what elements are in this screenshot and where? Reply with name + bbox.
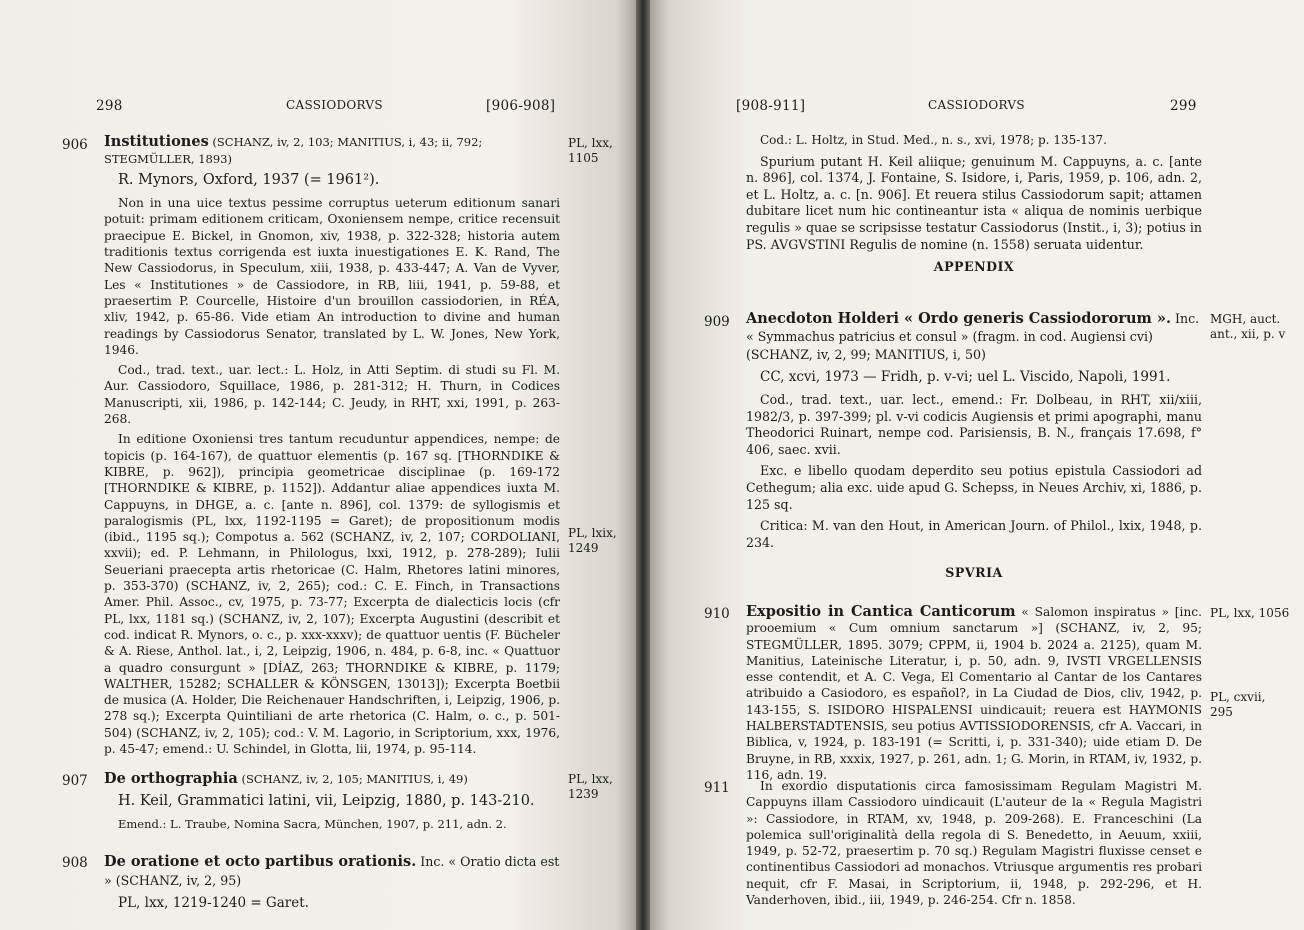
entry-number: 907 (62, 773, 88, 789)
entry-number: 910 (704, 606, 730, 622)
entry-number: 908 (62, 855, 88, 871)
entry-number: 906 (62, 137, 88, 153)
margin-reference: PL, lxix, 1249 (568, 526, 617, 555)
right-running-title: CASSIODORVS (928, 98, 1025, 112)
entry-908-continued (746, 132, 1202, 280)
entry-header: (SCHANZ, iv, 2, 105; MANITIUS, i, 49) (237, 772, 468, 786)
entry-header: Inc. « Oratio dicta est » (SCHANZ, iv, 2, 95) (104, 854, 560, 888)
edition-line: PL, lxx, 1219-1240 = Garet. (118, 895, 309, 911)
entry-header: (SCHANZ, iv, 2, 103; MANITIUS, i, 43; ii, 792; STEGMÜLLER, 1893) (104, 135, 483, 166)
entry-910 (746, 604, 1202, 783)
right-page-number: 299 (1170, 98, 1197, 114)
paragraph: Cod.: L. Holtz, in Stud. Med., n. s., xvi, 1978; p. 135-137. (760, 133, 1107, 147)
margin-reference: PL, cxvii, 295 (1210, 690, 1266, 719)
entry-906 (104, 134, 560, 757)
left-range: [906-908] (486, 98, 556, 114)
margin-reference: PL, lxx, 1056 (1210, 606, 1290, 620)
margin-reference: PL, lxx, 1105 (568, 136, 613, 165)
entry-number: 909 (704, 314, 730, 330)
paragraph: Exc. e libello quodam deperdito seu potius epistula Cassiodori ad Cethegum; alia exc. uide apud G. Schepss, in Neues Archiv, xi, 1886, p. 125 sq. (746, 463, 1202, 512)
paragraph: Non in una uice textus pessime corruptus ueterum editionum sanari potuit: primam editionem criticam, Oxoniensem nempe, critice recensuit praecipue E. Bickel, in Gnomon, xiv, 1938, p. 322-328; historia autem traditionis textus corrigenda est iuxta inuestigationes E. K. Rand, The New Cassiodorus, in Speculum, xiii, 1938, p. 433-447; A. Van de Vyver, Les « Institutiones » de Cassiodore, in RB, liii, 1941, p. 59-88, et praesertim P. Courcelle, Histoire d'un brouillon cassiodorien, in RÉA, xliv, 1942, p. 65-86. Vide etiam An introduction to divine and human readings by Cassiodorus Senator, translated by L. W. Jones, New York, 1946. (104, 196, 560, 357)
entry-908 (104, 852, 560, 918)
edition-line: CC, xcvi, 1973 — Fridh, p. v-vi; uel L. Viscido, Napoli, 1991. (760, 369, 1171, 385)
paragraph: Critica: M. van den Hout, in American Journ. of Philol., lxix, 1948, p. 234. (746, 518, 1202, 550)
right-range: [908-911] (736, 98, 806, 114)
left-page (0, 0, 636, 930)
section-heading-appendix: APPENDIX (933, 259, 1015, 275)
entry-title: Anecdoton Holderi « Ordo generis Cassiodororum ». (746, 310, 1172, 327)
paragraph: In exordio disputationis circa famosissimam Regulam Magistri M. Cappuyns illam Cassiodoro uindicauit (L'auteur de la « Regula Magistri »: Cassiodore, in RTAM, xv, 1948, p. 209-268). E. Franceschini (La polemica sull'originalità della regola di S. Benedetto, in Aeuum, xxiii, 1949, p. 52-72, praesertim p. 70 sq.) Regulam Magistri fluxisse censet e continentibus Cassiodori ad monachos. Vtriusque argumentis res probari nequit, cfr F. Masai, in Scriptorium, ii, 1948, p. 292-296, et H. Vanderhoven, ibid., iii, 1949, p. 246-254. Cfr n. 1858. (746, 779, 1202, 908)
paragraph: Cod., trad. text., uar. lect.: L. Holz, in Atti Septim. di studi su Fl. M. Aur. Cassiodoro, Squillace, 1986, p. 281-312; H. Thurn, in Codices Manuscripti, xii, 1986, p. 142-144; C. Jeudy, in RHT, xxi, 1991, p. 263-268. (104, 363, 560, 427)
entry-header: Inc. « Symmachus patricius et consul » (fragm. in cod. Augiensi cvi) (SCHANZ, iv, 2, 99; MANITIUS, i, 50) (746, 311, 1200, 362)
margin-reference: PL, lxx, 1239 (568, 772, 613, 801)
paragraph: In editione Oxoniensi tres tantum recuduntur appendices, nempe: de topicis (p. 164-167), de quattuor elementis (p. 167 sq. [THORNDIKE & KIBRE, p. 962]), principia geometricae disciplinae (p. 169-172 [THORNDIKE & KIBRE, p. 1152]). Addantur aliae appendices iuxta M. Cappuyns, in DHGE, a. c. [ante n. 896], col. 1379: de syllogismis et paralogismis (PL, lxx, 1192-1195 = Garet); de propositionum modis (ibid., 1195 sq.); Compotus a. 562 (SCHANZ, iv, 2, 107; CORDOLIANI, xxvii); ed. P. Lehmann, in Philologus, lxxi, 1912, p. 278-289); Iulii Seueriani praecepta artis rhetoricae (C. Halm, Rhetores latini minores, p. 353-370) (SCHANZ, iv, 2, 265); cod.: C. E. Finch, in Transactions Amer. Phil. Assoc., cv, 1975, p. 73-77; Excerpta de dialecticis locis (cfr PL, lxx, 1181 sq.) (SCHANZ, iv, 2, 107); Excerpta Augustini (describit et cod. indicat R. Mynors, o. c., p. xxx-xxxv); de quattuor uentis (F. Bücheler & A. Riese, Anthol. lat., i, 2, Leipzig, 1906, n. 484, p. 6-8, inc. « Quattuor a quadro consurgunt » [DÍAZ, 263; THORNDIKE & KIBRE, p. 1179; WALTHER, 15282; SCHALLER & KÖNSGEN, 13013]); Excerpta Boetbii de musica (A. Holder, Die Reichenauer Handschriften, i, Leipzig, 1906, p. 278 sq.); Excerpta Quintiliani de arte rhetorica (C. Halm, o. c., p. 501-504) (SCHANZ, iv, 2, 105); cod.: V. M. Lagorio, in Scriptorium, xxx, 1976, p. 45-47; emend.: U. Schindel, in Glotta, lii, 1974, p. 95-114. (104, 432, 560, 756)
left-page-number: 298 (96, 98, 123, 114)
entry-number: 911 (704, 780, 730, 796)
right-page (650, 0, 1304, 930)
entry-title: Expositio in Cantica Canticorum (746, 603, 1016, 620)
book-gutter (636, 0, 650, 930)
edition-line: H. Keil, Grammatici latini, vii, Leipzig, 1880, p. 143-210. (118, 792, 535, 809)
paragraph: Cod., trad. text., uar. lect., emend.: Fr. Dolbeau, in RHT, xii/xiii, 1982/3, p. 397-399; pl. v-vi codicis Augiensis et primi apographi, manu Theodorici Ruinart, nempe cod. Parisiensis, B. N., français 17.698, f° 406, saec. xvii. (746, 392, 1202, 457)
edition-line: R. Mynors, Oxford, 1937 (= 1961²). (118, 172, 380, 189)
section-heading-spuria: SPVRIA (945, 565, 1003, 581)
paragraph: Emend.: L. Traube, Nomina Sacra, München, 1907, p. 211, adn. 2. (118, 816, 507, 831)
entry-911 (746, 778, 1202, 908)
margin-reference: MGH, auct. ant., xii, p. v (1210, 312, 1286, 341)
entry-909 (746, 310, 1202, 586)
paragraph: Spurium putant H. Keil aliique; genuinum M. Cappuyns, a. c. [ante n. 896], col. 1374, J. Fontaine, S. Isidore, i, Paris, 1959, p. 106, adn. 2, et L. Holtz, a. c. [n. 906]. Et reuera stilus Cassiodorum sapit; attamen dubitare licet num hic contineantur ista « aliqua de nominis uerbique regulis » quae se scripsisse testatur Cassiodorus (Instit., i, 3); potius in PS. AVGVSTINI Regulis de nomine (n. 1558) seruata uidentur. (746, 153, 1202, 252)
entry-907 (104, 771, 560, 832)
left-running-title: CASSIODORVS (286, 98, 383, 112)
entry-title: De oratione et octo partibus orationis. (104, 853, 417, 870)
entry-title: De orthographia (104, 770, 238, 787)
entry-text: « Salomon inspiratus » [inc. prooemium « Cum omnium sanctarum »] (SCHANZ, iv, 2, 95; STEGMÜLLER, 1895. 3079; CPPM, ii, 1904 b. 2024 a. 2125), quam M. Manitius, Lateinische Literatur, i, p. 50, adn. 9, IVSTI VRGELLENSIS esse contendit, et A. C. Vega, El Comentario al Cantar de los Cantares atribuido a Casiodoro, es español?, in La Ciudad de Dios, cliv, 1942, p. 143-155, S. ISIDORO HISPALENSI uindicauit; reuera est HAYMONIS HALBERSTADTENSIS, seu potius AVTISSIODORENSIS, cfr A. Vaccari, in Biblica, v, 1924, p. 183-191 (= Scritti, i, p. 331-340); uide etiam D. De Bruyne, in RB, xxxix, 1927, p. 261, adn. 1; G. Morin, in RTAM, iv, 1932, p. 116, adn. 19. (746, 605, 1202, 782)
entry-title: Institutiones (104, 133, 209, 150)
